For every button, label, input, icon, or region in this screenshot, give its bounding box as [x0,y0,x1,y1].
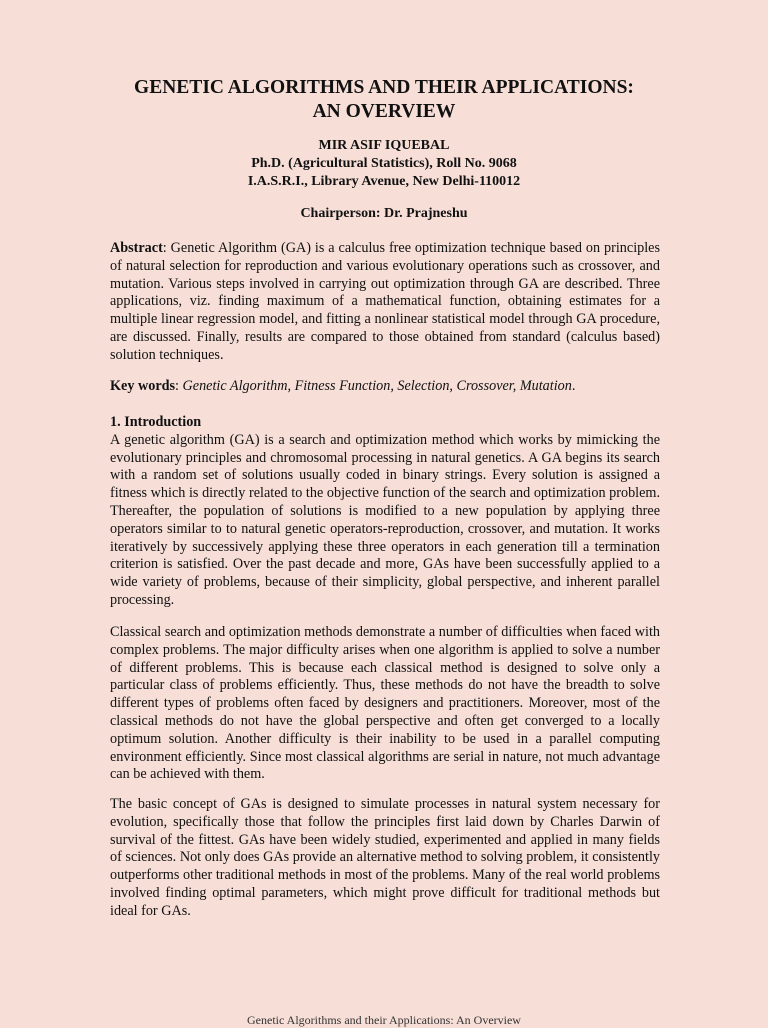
title-line-1: GENETIC ALGORITHMS AND THEIR APPLICATIONS: [134,77,634,98]
intro-paragraph-2: Classical search and optimization methods demonstrate a number of difficulties when faced with complex problems. The major difficulty arises when one algorithm is applied to solve a number of different problems. This is because each classical method is designed to solve only a particular class of problems efficiently. Thus, these methods do not have the breadth to solve different types of problems often faced by designers and practitioners. Moreover, most of the classical methods do not have the global perspective and often get converged to a locally optimum solution. Another difficulty is their inability to be used in a parallel computing environment efficiently. Since most classical algorithms are serial in nature, not much advantage can be achieved with them. [110,624,660,783]
keywords-text: Genetic Algorithm, Fitness Function, Selection, Crossover, Mutation [182,378,572,394]
author-address: I.A.S.R.I., Library Avenue, New Delhi-110012 [247,174,521,189]
chairperson: Chairperson: Dr. Prajneshu [300,206,468,221]
abstract-text: : Genetic Algorithm (GA) is a calculus free optimization technique based on principles of natural selection for reproduction and various evolutionary operations such as crossover, and mutation. Various steps involved in carrying out optimization through GA are described. Three applications, viz. finding maximum of a mathematical function, obtaining estimates for a multiple linear regression model, and fitting a nonlinear statistical model through GA procedure, are discussed. Finally, results are compared to those obtained from standard (calculus based) solution techniques. [110,240,660,363]
section-introduction [110,414,660,610]
intro-paragraph-1: A genetic algorithm (GA) is a search and optimization method which works by mimicking the evolutionary principles and chromosomal processing in natural genetics. A GA begins its search with a random set of solutions usually coded in binary strings. Every solution is assigned a fitness which is directly related to the objective function of the search and optimization problem. Thereafter, the population of solutions is modified to a new population by applying three operators similar to to natural genetic operators-reproduction, crossover, and mutation. It works iteratively by successively applying these three operators in each generation till a termination criterion is satisfied. Over the past decade and more, GAs have been successfully applied to a wide variety of problems, because of their simplicity, global perspective, and inherent parallel processing. [110,431,660,608]
keywords [110,378,660,396]
paper-title [0,76,768,124]
page-footer: Genetic Algorithms and their Applications: An Overview [247,1013,521,1027]
abstract-label: Abstract [110,240,163,256]
keywords-label: Key words [110,378,176,394]
author-name: MIR ASIF IQUEBAL [318,138,450,153]
author-degree: Ph.D. (Agricultural Statistics), Roll No. 9068 [251,156,517,171]
section-heading: 1. Introduction [110,414,202,430]
intro-paragraph-3: The basic concept of GAs is designed to simulate processes in natural system necessary for evolution, specifically those that follow the principles first laid down by Charles Darwin of survival of the fittest. GAs have been widely studied, experimented and applied in many fields of sciences. Not only does GAs provide an alternative method to solving problem, it consistently outperforms other traditional methods in most of the problems. Many of the real world problems involved finding optimal parameters, which might prove difficult for traditional methods but ideal for GAs. [110,796,660,919]
keywords-end: . [571,378,576,394]
author-block [0,137,768,191]
keywords-separator: : [175,378,183,394]
abstract [110,240,660,365]
title-line-2: AN OVERVIEW [312,101,456,122]
